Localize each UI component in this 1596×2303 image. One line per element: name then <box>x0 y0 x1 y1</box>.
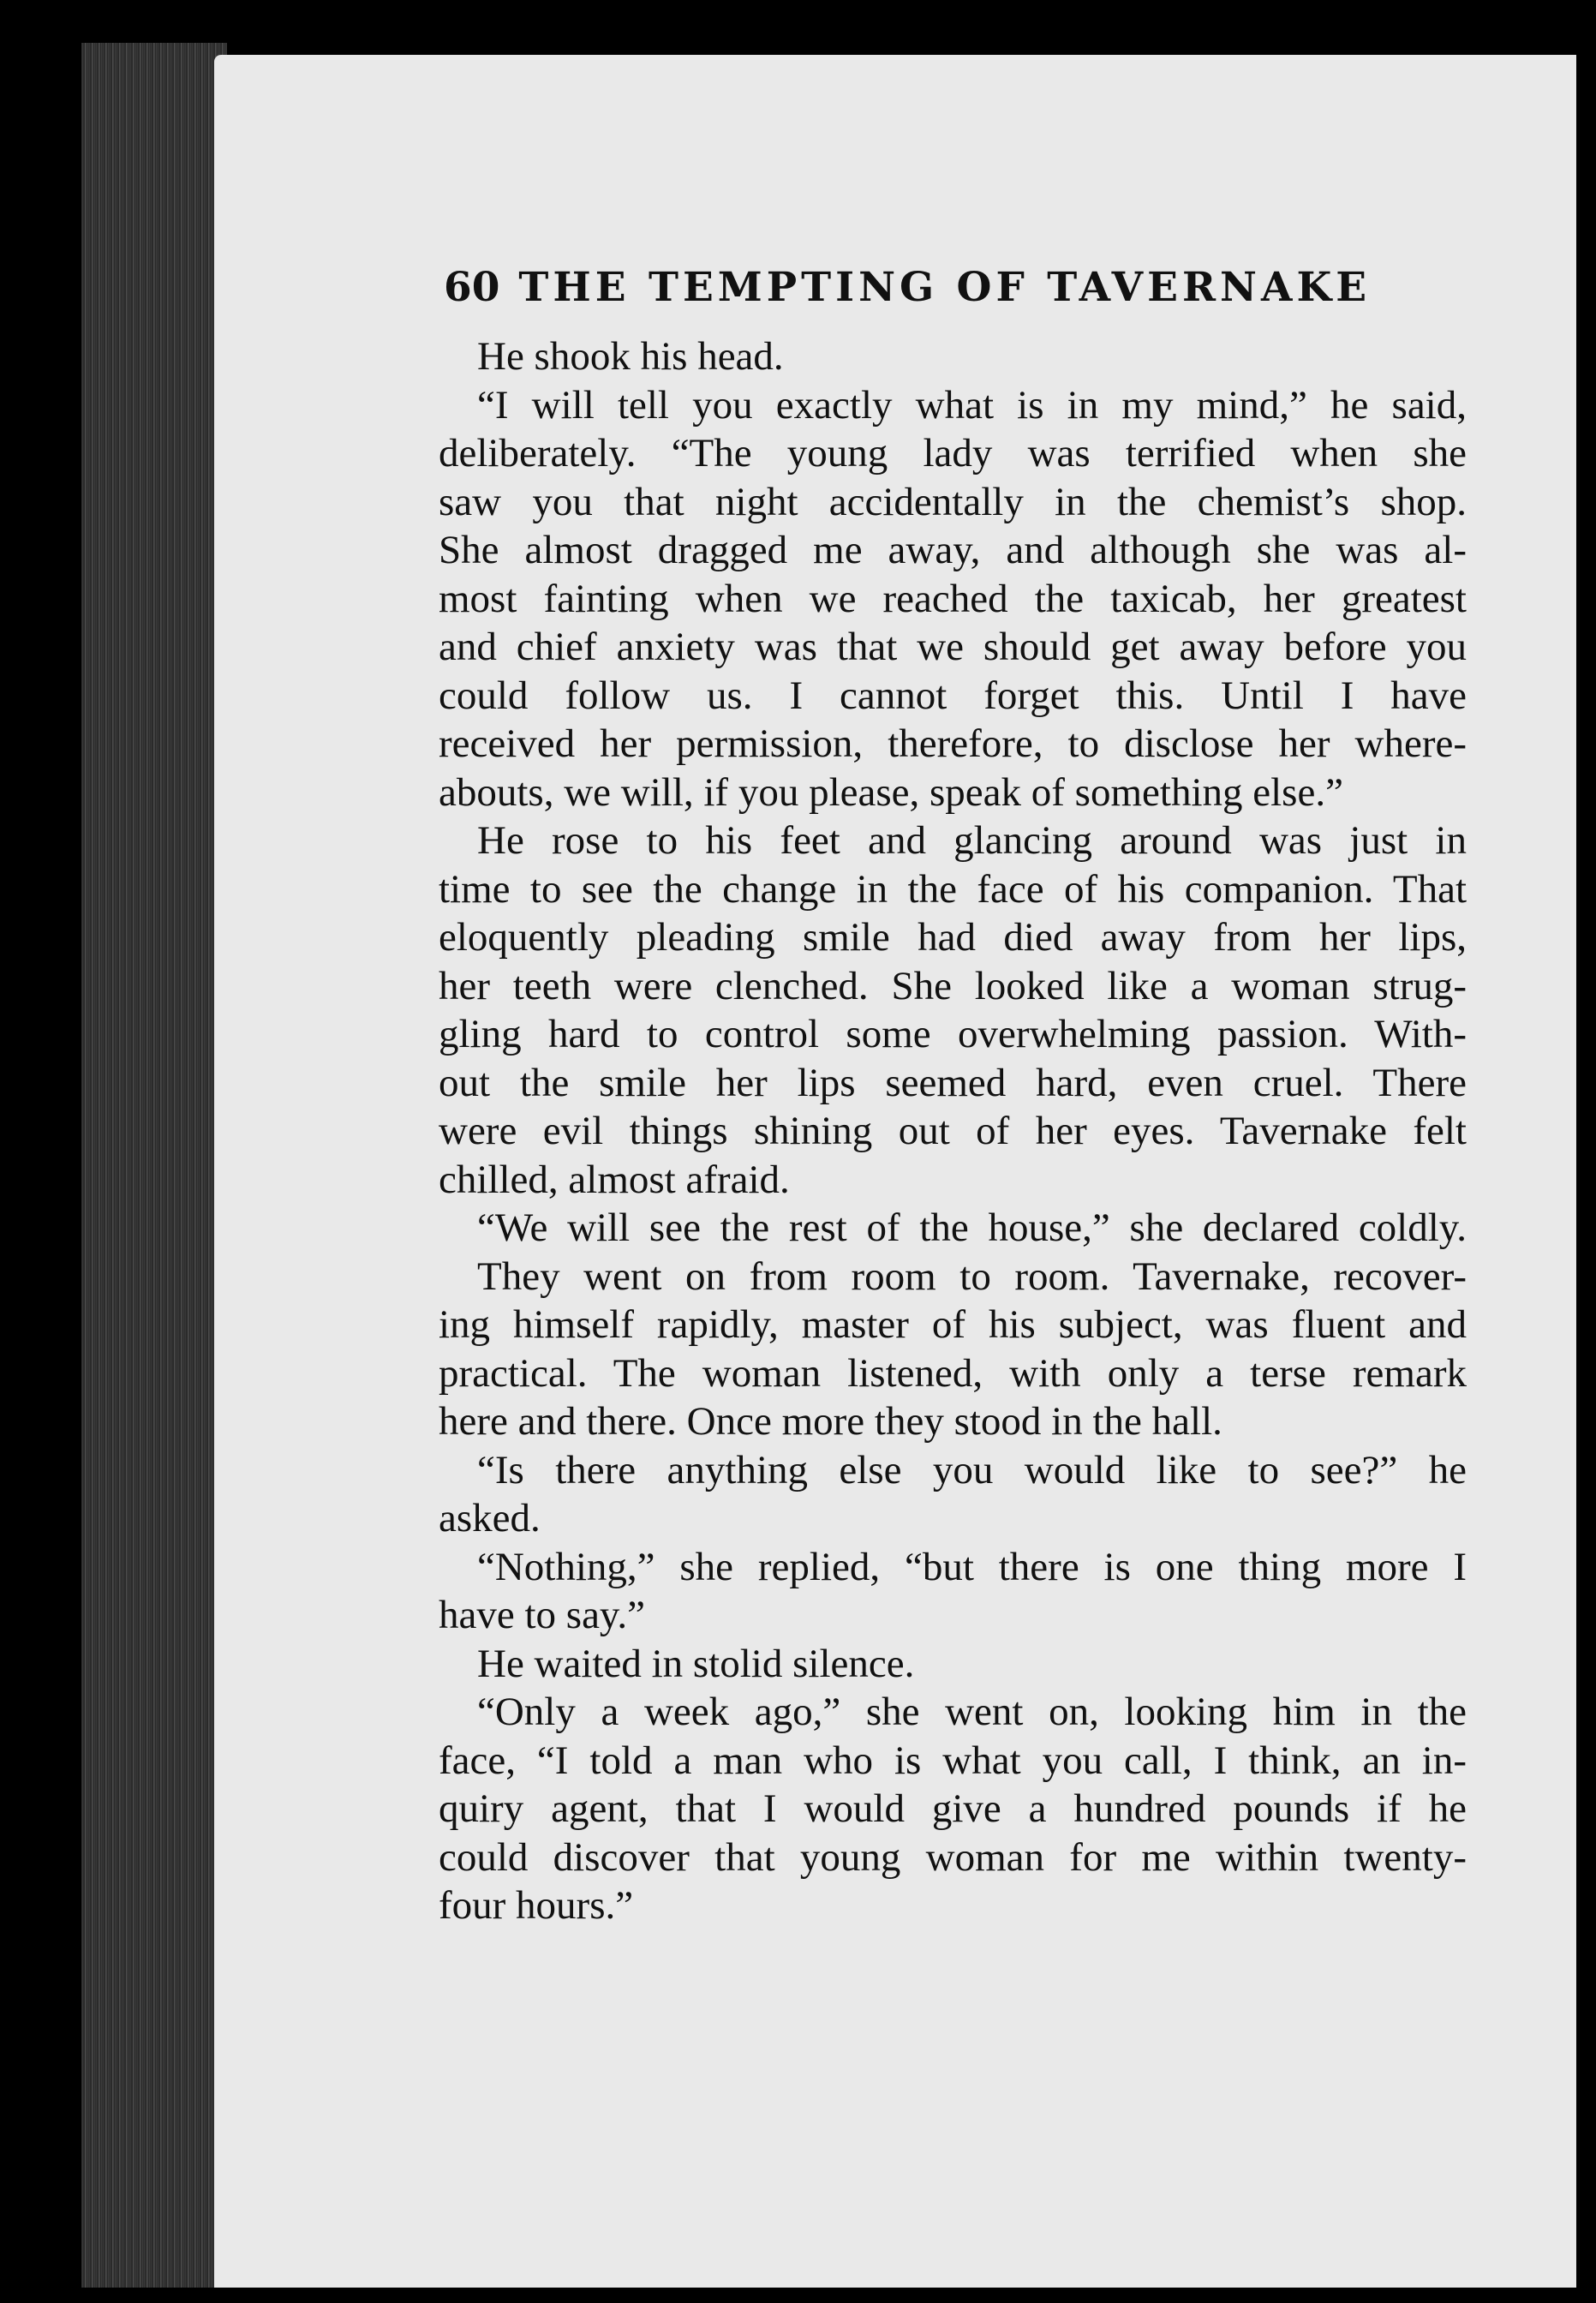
text-line: her teeth were clenched. She looked like a woman strug- <box>439 963 1467 1008</box>
text-line: could discover that young woman for me within twenty- <box>439 1834 1467 1880</box>
text-line: were evil things shining out of her eyes. Tavernake felt <box>439 1109 1467 1153</box>
text-line: four hours.” <box>439 1883 634 1928</box>
text-line: “Nothing,” she replied, “but there is one thing more I <box>477 1544 1467 1589</box>
text-line: deliberately. “The young lady was terrified when she <box>439 431 1467 476</box>
text-line: here and there. Once more they stood in the hall. <box>439 1399 1222 1444</box>
text-line: gling hard to control some overwhelming passion. With- <box>439 1012 1467 1056</box>
text-line: and chief anxiety was that we should get away before you <box>439 625 1467 669</box>
text-line: received her permission, therefore, to disclose her where- <box>439 721 1467 766</box>
text-line: “Only a week ago,” she went on, looking him in the <box>477 1690 1467 1734</box>
text-line: practical. The woman listened, with only a terse remark <box>439 1350 1467 1396</box>
text-line: He shook his head. <box>477 334 784 379</box>
book-page-edges <box>81 43 227 2288</box>
text-line: out the smile her lips seemed hard, even cruel. There <box>439 1060 1467 1105</box>
text-line: quiry agent, that I would give a hundred pounds if he <box>439 1786 1467 1831</box>
body-text <box>439 332 1467 1930</box>
text-line: chilled, almost afraid. <box>439 1157 790 1202</box>
running-header <box>444 264 1395 311</box>
text-line: He rose to his feet and glancing around was just in <box>477 818 1467 863</box>
text-line: face, “I told a man who is what you call, I think, an in- <box>439 1738 1467 1783</box>
text-line: most fainting when we reached the taxicab, her greatest <box>439 576 1467 621</box>
text-line: saw you that night accidentally in the chemist’s shop. <box>439 479 1467 524</box>
page-number: 60 <box>444 264 500 311</box>
text-line: have to say.” <box>439 1593 645 1637</box>
text-line: time to see the change in the face of his companion. That <box>439 866 1467 912</box>
running-title: THE TEMPTING OF TAVERNAKE <box>518 264 1372 311</box>
text-line: could follow us. I cannot forget this. Until I have <box>439 673 1467 718</box>
text-line: They went on from room to room. Tavernake, recover- <box>477 1253 1467 1299</box>
text-line: abouts, we will, if you please, speak of something else.” <box>439 769 1343 815</box>
text-line: eloquently pleading smile had died away from her lips, <box>439 915 1467 960</box>
text-line: She almost dragged me away, and although she was al- <box>439 528 1467 572</box>
text-line: “I will tell you exactly what is in my mind,” he said, <box>477 382 1467 428</box>
text-line: He waited in stolid silence. <box>477 1641 915 1686</box>
text-line: “Is there anything else you would like to see?” he <box>477 1447 1467 1492</box>
text-line: asked. <box>439 1496 541 1540</box>
text-line: “We will see the rest of the house,” she declared coldly. <box>477 1205 1467 1250</box>
text-line: ing himself rapidly, master of his subject, was fluent and <box>439 1302 1467 1347</box>
